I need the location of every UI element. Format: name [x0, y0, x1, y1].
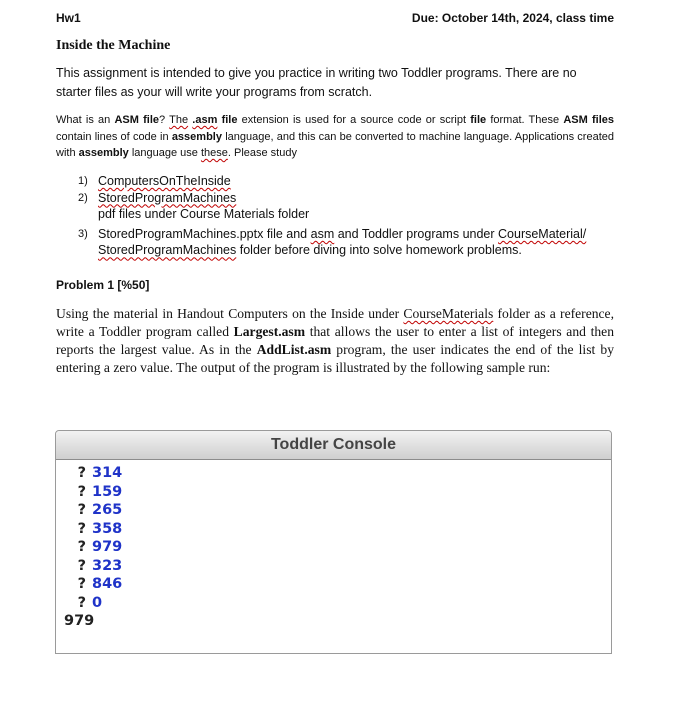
console-prompt: ? [77, 557, 86, 574]
console-input-value: 314 [92, 465, 123, 481]
console-input-line [64, 557, 611, 576]
header-left: Hw1 [56, 11, 81, 25]
toddler-console [55, 430, 612, 654]
console-input-line [64, 575, 611, 594]
console-input-line [64, 464, 611, 483]
console-input-value: 265 [92, 502, 123, 518]
console-result: 979 [64, 613, 95, 629]
problem-paragraph: Using the material in Handout Computers on the Inside under CourseMaterials folder as a reference, write a Toddler program called Largest.asm that allows the user to enter a list of integers and then reports the largest value. As in the AddList.asm program, the user indicates the end of the list by entering a zero value. The output of the program is illustrated by the following sample run: [56, 306, 614, 375]
list-item: 2) StoredProgramMachines pdf files under Course Materials folder [78, 190, 310, 222]
console-prompt: ? [77, 483, 86, 500]
console-input-line [64, 538, 611, 557]
console-prompt: ? [77, 502, 86, 518]
intro-paragraph: This assignment is intended to give you practice in writing two Toddler programs. There are no starter files as your will write your programs from scratch. [56, 66, 577, 99]
console-prompt: ? [77, 520, 86, 537]
section-title: Inside the Machine [56, 38, 171, 53]
console-input-value: 846 [92, 576, 123, 592]
list-item-link[interactable]: ComputersOnTheInside [98, 174, 231, 188]
console-prompt: ? [77, 465, 86, 481]
console-prompt: ? [77, 576, 86, 592]
list-item: 3) StoredProgramMachines.pptx file and asm and Toddler programs under CourseMaterial/ StoredProgramMachines folder before diving into solve homework problems. [78, 226, 587, 258]
header-due-date: Due: October 14th, 2024, class time [411, 11, 614, 25]
console-input-line [64, 594, 611, 613]
asm-paragraph: What is an ASM file? The .asm file extension is used for a source code or script file format. These ASM files contain lines of code in assembly language, and this can be converted to machine language. Applications created with assembly language use these. Please study [56, 114, 614, 159]
problem-title: Problem 1 [%50] [56, 278, 150, 292]
page-header [56, 11, 614, 25]
study-list [56, 173, 614, 259]
console-input-value: 0 [92, 594, 103, 611]
console-input-value: 159 [92, 483, 123, 500]
console-input-line [64, 520, 611, 539]
list-item: 1) ComputersOnTheInside [78, 174, 231, 188]
list-item-note: pdf files under Course Materials folder [98, 207, 310, 222]
console-input-value: 979 [92, 539, 123, 555]
console-prompt: ? [77, 539, 86, 555]
console-prompt: ? [77, 594, 86, 611]
console-input-value: 358 [92, 520, 123, 537]
console-input-line [64, 501, 611, 520]
console-title-bar: Toddler Console [56, 431, 611, 460]
console-output [56, 460, 611, 631]
console-input-line [64, 483, 611, 502]
list-item-link[interactable]: StoredProgramMachines [98, 190, 237, 205]
console-input-value: 323 [92, 557, 123, 574]
